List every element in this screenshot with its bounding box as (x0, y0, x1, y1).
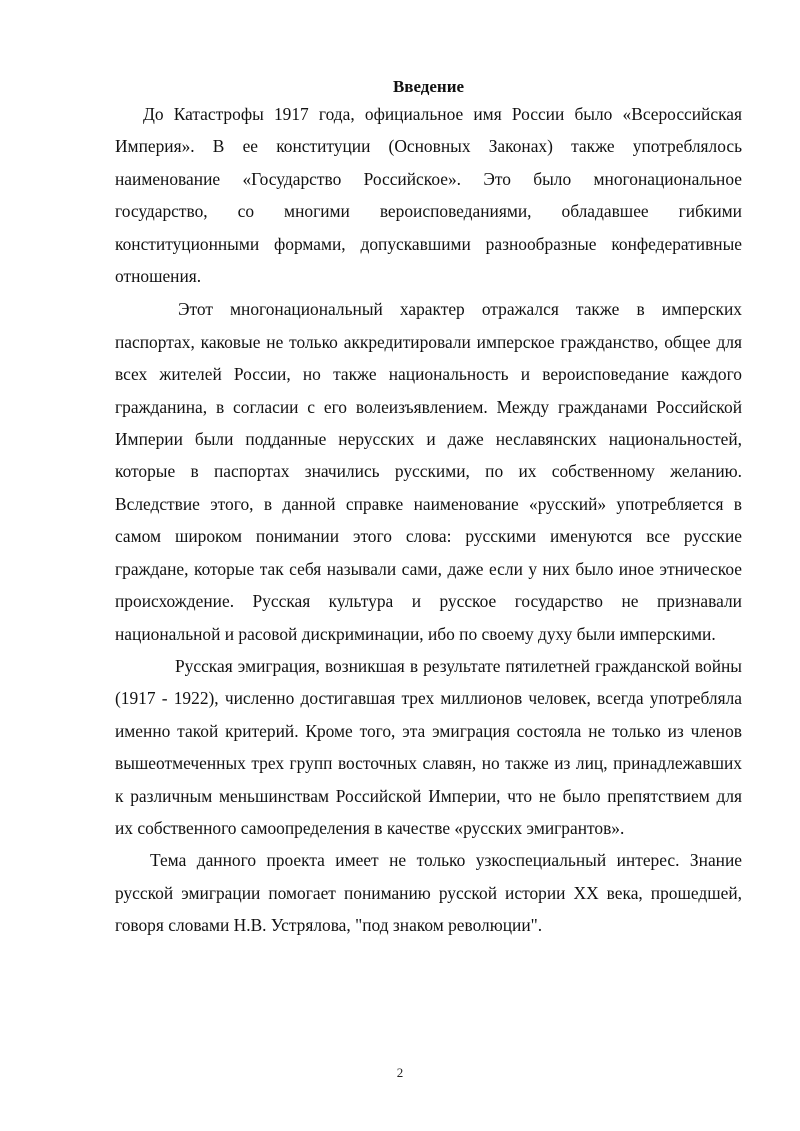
page-number: 2 (396, 1065, 404, 1080)
paragraph-2: Этот многонациональный характер отражался также в имперских паспортах, каковые не только аккредитировали имперское гражданство, общее для всех жителей России, но также национальность и вероисповедание каждого гражданина, в согласии с его волеизъявлением. Между гражданами Российской Империи были подданные нерусских и даже неславянских национальностей, которые в паспортах значились русскими, по их собственному желанию. Вследствие этого, в данной справке наименование «русский» употребляется в самом широком понимании этого слова: русскими именуются все русские граждане, которые так себя называли сами, даже если у них было иное этническое происхождение. Русская культура и русское государство не признавали национальной и расовой дискриминации, ибо по своему духу были имперскими. (115, 299, 742, 644)
page-body (115, 75, 742, 942)
section-title: Введение (392, 77, 465, 96)
paragraph-1: До Катастрофы 1917 года, официальное имя России было «Всероссийская Империя». В ее конституции (Основных Законах) также употреблялось наименование «Государство Российское». Это было многонациональное государство, со многими вероисповеданиями, обладавшее гибкими конституционными формами, допускавшими разнообразные конфедеративные отношения. (115, 104, 742, 287)
paragraph-4: Тема данного проекта имеет не только узкоспециальный интерес. Знание русской эмиграции помогает пониманию русской истории XX века, прошедшей, говоря словами Н.В. Устрялова, "под знаком революции". (115, 850, 742, 936)
paragraph-3: Русская эмиграция, возникшая в результате пятилетней гражданской войны (1917 - 1922), численно достигавшая трех миллионов человек, всегда употребляла именно такой критерий. Кроме того, эта эмиграция состояла не только из членов вышеотмеченных трех групп восточных славян, но также из лиц, принадлежавших к различным меньшинствам Российской Империи, что не было препятствием для их собственного самоопределения в качестве «русских эмигрантов». (115, 655, 742, 838)
